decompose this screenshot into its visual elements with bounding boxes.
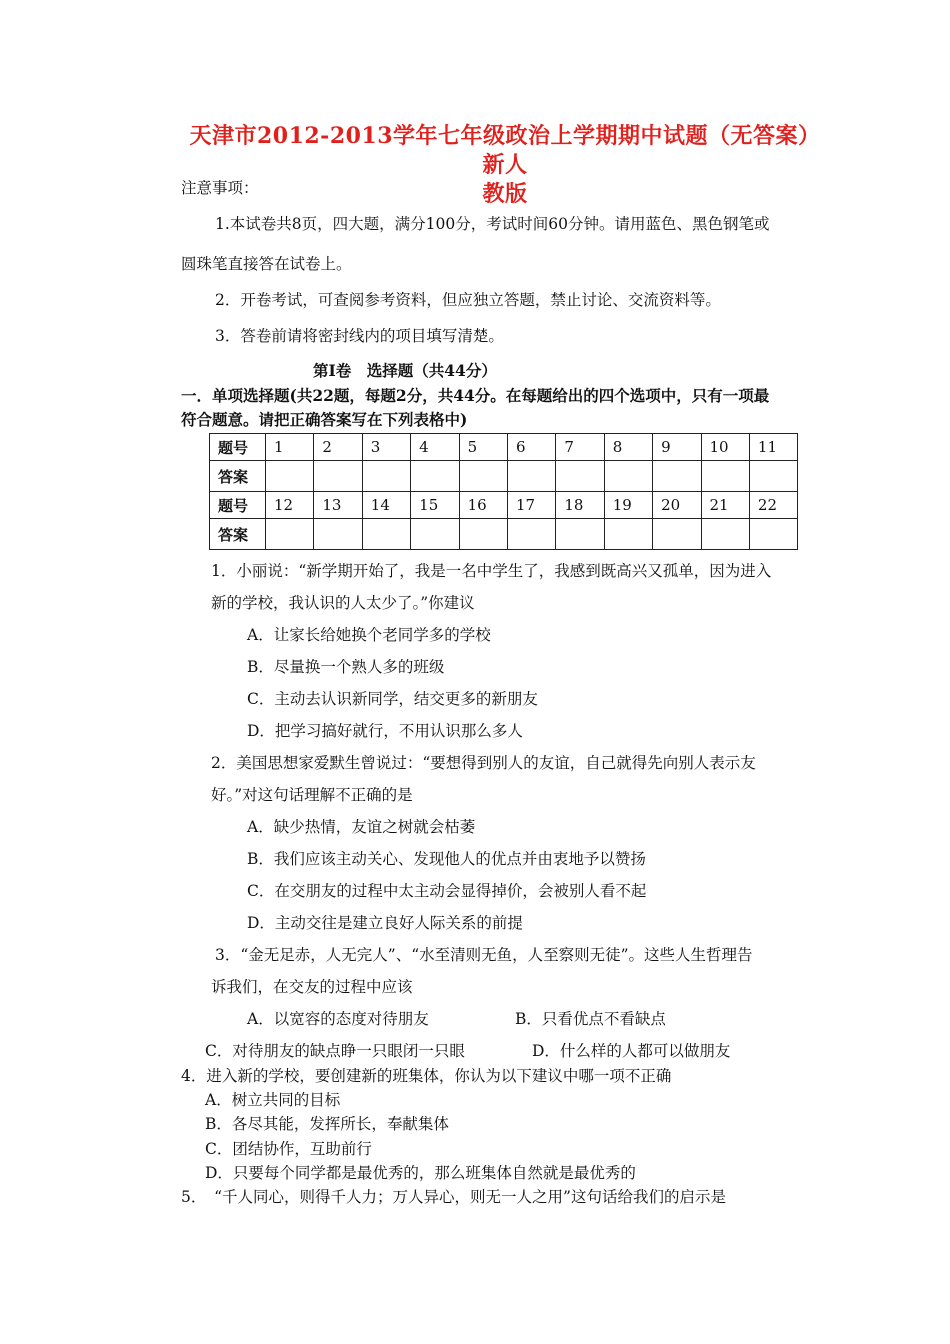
answer-cell[interactable] <box>749 519 797 550</box>
answer-label: 答案 <box>210 519 266 550</box>
number-cell: 1 <box>266 434 314 461</box>
number-cell: 20 <box>653 492 701 519</box>
number-cell: 21 <box>701 492 749 519</box>
answer-cell[interactable] <box>604 461 652 492</box>
question-3-stem-line2: 诉我们，在交友的过程中应该 <box>211 978 413 996</box>
question-3-option-b: B．只看优点不看缺点 <box>515 1010 666 1028</box>
exam-title-line1: 天津市2012-2013学年七年级政治上学期期中试题（无答案） 新人 <box>189 123 821 178</box>
question-1-stem-line1: 1．小丽说：“新学期开始了，我是一名中学生了，我感到既高兴又孤单，因为进入 <box>211 562 772 580</box>
table-row-numbers-2 <box>210 492 798 519</box>
question-4-option-a: A．树立共同的目标 <box>205 1091 341 1109</box>
question-4-option-d: D．只要每个同学都是最优秀的，那么班集体自然就是最优秀的 <box>205 1164 636 1182</box>
answer-cell[interactable] <box>266 519 314 550</box>
number-cell: 11 <box>749 434 797 461</box>
question-2-option-c: C．在交朋友的过程中太主动会显得掉价，会被别人看不起 <box>247 882 647 900</box>
number-cell: 13 <box>314 492 362 519</box>
answer-cell[interactable] <box>362 519 410 550</box>
question-3-stem-line1: 3．“金无足赤，人无完人”、“水至清则无鱼，人至察则无徒”。这些人生哲理告 <box>215 946 753 964</box>
question-1-stem-line2: 新的学校，我认识的人太少了。”你建议 <box>211 594 475 612</box>
answer-cell[interactable] <box>507 461 555 492</box>
table-row-answers-2 <box>210 519 798 550</box>
question-2-option-d: D．主动交往是建立良好人际关系的前提 <box>247 914 523 932</box>
number-cell: 9 <box>653 434 701 461</box>
number-cell: 22 <box>749 492 797 519</box>
number-cell: 5 <box>459 434 507 461</box>
number-cell: 16 <box>459 492 507 519</box>
number-cell: 7 <box>556 434 604 461</box>
exam-title <box>180 122 830 209</box>
answer-cell[interactable] <box>266 461 314 492</box>
notice-heading: 注意事项： <box>181 179 259 197</box>
table-row-answers-1 <box>210 461 798 492</box>
question-2-stem-line2: 好。”对这句话理解不正确的是 <box>211 786 413 804</box>
notice-2: 2．开卷考试，可查阅参考资料，但应独立答题，禁止讨论、交流资料等。 <box>215 291 721 309</box>
question-2-option-a: A．缺少热情，友谊之树就会枯萎 <box>247 818 476 836</box>
question-3-option-c: C．对待朋友的缺点睁一只眼闭一只眼 <box>205 1042 465 1060</box>
number-cell: 4 <box>411 434 459 461</box>
question-3-option-a: A．以宽容的态度对待朋友 <box>247 1010 429 1028</box>
question-2-option-b: B．我们应该主动关心、发现他人的优点并由衷地予以赞扬 <box>247 850 646 868</box>
number-cell: 2 <box>314 434 362 461</box>
answer-cell[interactable] <box>749 461 797 492</box>
question-3-option-d: D．什么样的人都可以做朋友 <box>532 1042 731 1060</box>
question-5-stem: 5． “千人同心，则得千人力；万人异心，则无一人之用”这句话给我们的启示是 <box>181 1188 726 1206</box>
answer-cell[interactable] <box>604 519 652 550</box>
notice-1-line1: 1.本试卷共8页，四大题，满分100分，考试时间60分钟。请用蓝色、黑色钢笔或 <box>215 215 770 233</box>
number-cell: 12 <box>266 492 314 519</box>
answer-cell[interactable] <box>459 519 507 550</box>
notice-1-line2: 圆珠笔直接答在试卷上。 <box>181 255 352 273</box>
answer-table <box>209 433 798 550</box>
answer-cell[interactable] <box>653 461 701 492</box>
answer-cell[interactable] <box>459 461 507 492</box>
number-cell: 3 <box>362 434 410 461</box>
question-2-stem-line1: 2．美国思想家爱默生曾说过：“要想得到别人的友谊，自己就得先向别人表示友 <box>211 754 756 772</box>
answer-cell[interactable] <box>507 519 555 550</box>
table-row-numbers-1 <box>210 434 798 461</box>
exam-title-line2: 教版 <box>482 181 528 207</box>
question-4-option-c: C．团结协作，互助前行 <box>205 1140 372 1158</box>
number-cell: 15 <box>411 492 459 519</box>
number-cell: 14 <box>362 492 410 519</box>
question-1-option-a: A．让家长给她换个老同学多的学校 <box>247 626 491 644</box>
question-1-option-d: D．把学习搞好就行，不用认识那么多人 <box>247 722 523 740</box>
number-cell: 8 <box>604 434 652 461</box>
question-4-option-b: B．各尽其能，发挥所长，奉献集体 <box>205 1115 449 1133</box>
answer-cell[interactable] <box>653 519 701 550</box>
number-label: 题号 <box>210 434 266 461</box>
question-1-option-c: C．主动去认识新同学，结交更多的新朋友 <box>247 690 538 708</box>
number-cell: 18 <box>556 492 604 519</box>
answer-cell[interactable] <box>314 519 362 550</box>
number-cell: 10 <box>701 434 749 461</box>
number-cell: 17 <box>507 492 555 519</box>
answer-cell[interactable] <box>701 519 749 550</box>
answer-cell[interactable] <box>314 461 362 492</box>
answer-cell[interactable] <box>701 461 749 492</box>
question-1-option-b: B．尽量换一个熟人多的班级 <box>247 658 445 676</box>
answer-cell[interactable] <box>362 461 410 492</box>
number-label: 题号 <box>210 492 266 519</box>
number-cell: 19 <box>604 492 652 519</box>
answer-cell[interactable] <box>411 519 459 550</box>
part1-heading: 第Ⅰ卷 选择题（共44分） <box>313 361 497 380</box>
section1-instructions-line2: 符合题意。请把正确答案写在下列表格中) <box>181 410 468 429</box>
answer-cell[interactable] <box>556 461 604 492</box>
question-4-stem: 4．进入新的学校，要创建新的班集体，你认为以下建议中哪一项不正确 <box>181 1067 672 1085</box>
section1-instructions-line1: 一．单项选择题(共22题，每题2分，共44分。在每题给出的四个选项中，只有一项最 <box>181 386 770 405</box>
number-cell: 6 <box>507 434 555 461</box>
notice-3: 3．答卷前请将密封线内的项目填写清楚。 <box>215 327 504 345</box>
answer-cell[interactable] <box>556 519 604 550</box>
answer-cell[interactable] <box>411 461 459 492</box>
answer-label: 答案 <box>210 461 266 492</box>
